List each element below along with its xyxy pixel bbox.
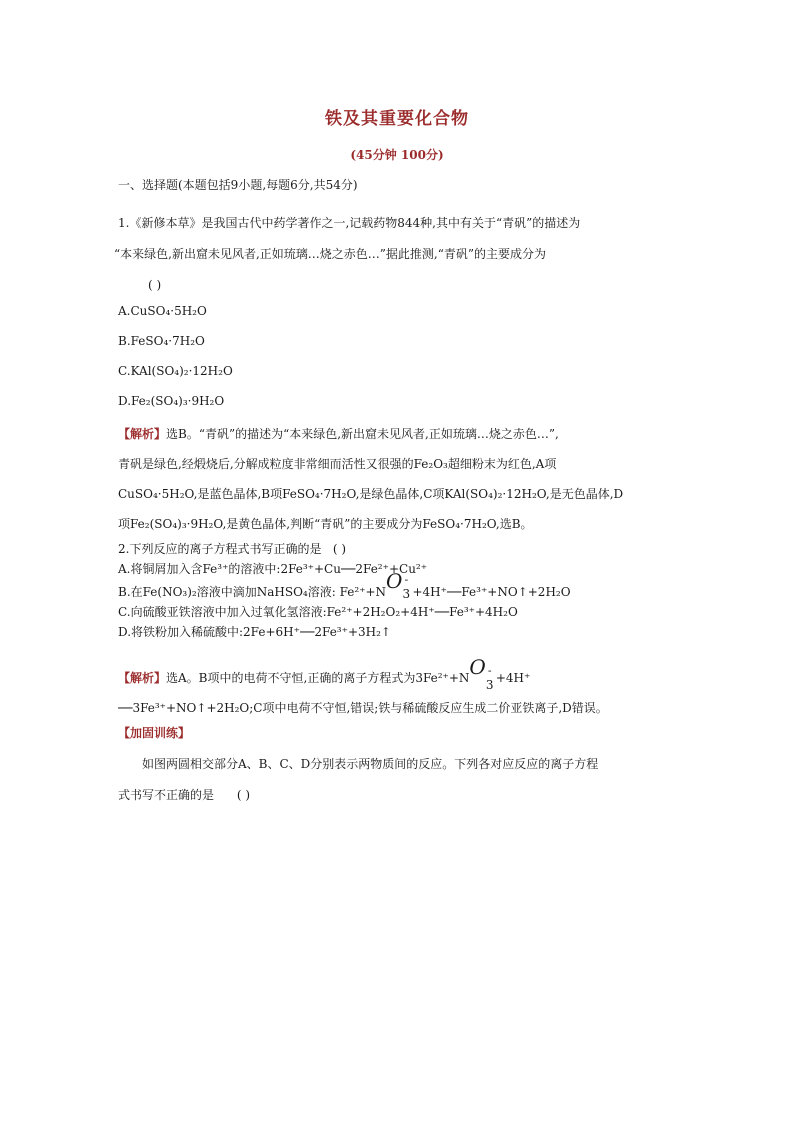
q1-analysis-line2: 青矾是绿色,经煅烧后,分解成粒度非常细而活性又很强的Fe₂O₃超细粉末为红色,A项 <box>118 457 557 471</box>
q2-analysis-subscript: 3 <box>485 678 494 692</box>
question-1 <box>114 208 698 301</box>
q1-stem-line1: 1.《新修本草》是我国古代中药学著作之一,记载药物844种,其中有关于“青矾”的描述为 <box>118 216 581 230</box>
q1-stem-line2: “本来绿色,新出窟未见风者,正如琉璃…烧之赤色…”据此推测,“青矾”的主要成分为 <box>114 247 546 261</box>
q2-option-c: C.向硫酸亚铁溶液中加入过氧化氢溶液:Fe²⁺+2H₂O₂+4H⁺──Fe³⁺+4H₂O <box>118 605 518 619</box>
q2-analysis-pre: 选A。B项中的电荷不守恒,正确的离子方程式为3Fe²⁺+N <box>166 671 470 685</box>
section-heading: 一、选择题(本题包括9小题,每题6分,共54分) <box>118 178 358 192</box>
q2-analysis-o: O <box>469 655 486 679</box>
document-content <box>114 175 698 811</box>
q2-option-b-charge: - <box>404 573 409 586</box>
reinforce-line2: 式书写不正确的是 <box>118 788 215 802</box>
reinforce-line1: 如图两圆相交部分A、B、C、D分别表示两物质间的反应。下列各对应反应的离子方程 <box>142 757 599 771</box>
q1-analysis-line1: 选B。“青矾”的描述为“本来绿色,新出窟未见风者,正如琉璃…烧之赤色…”, <box>166 427 559 441</box>
question-2-stem <box>118 539 698 559</box>
reinforce-tag: 【加固训练】 <box>118 726 191 740</box>
q2-option-a: A.将铜屑加入含Fe³⁺的溶液中:2Fe³⁺+Cu──2Fe²⁺+Cu²⁺ <box>118 562 428 576</box>
page-title: 铁及其重要化合物 <box>325 109 469 129</box>
q2-option-b-pre: B.在Fe(NO₃)₂溶液中滴加NaHSO₄溶液: Fe²⁺+N <box>118 585 387 599</box>
page-subtitle: (45分钟 100分) <box>350 148 444 162</box>
q2-analysis <box>118 655 698 723</box>
q2-option-b-post: +4H⁺──Fe³⁺+NO↑+2H₂O <box>412 585 571 599</box>
q2-option-d: D.将铁粉加入稀硫酸中:2Fe+6H⁺──2Fe³⁺+3H₂↑ <box>118 625 391 639</box>
reinforce-question <box>118 749 698 811</box>
q2-option-b-subscript: 3 <box>402 587 411 601</box>
q1-analysis-line3: CuSO₄·5H₂O,是蓝色晶体,B项FeSO₄·7H₂O,是绿色晶体,C项KAl(SO₄)₂·12H₂O,是无色晶体,D <box>118 487 624 501</box>
q1-analysis-line4: 项Fe₂(SO₄)₃·9H₂O,是黄色晶体,判断“青矾”的主要成分为FeSO₄·7H₂O,选B。 <box>118 517 533 531</box>
reinforce-answer-blank: ( ) <box>236 788 251 802</box>
q1-answer-blank: ( ) <box>148 278 162 292</box>
analysis-tag: 【解析】 <box>118 671 167 685</box>
q2-analysis-post: +4H⁺ <box>495 671 531 685</box>
analysis-tag: 【解析】 <box>118 427 167 441</box>
q2-stem-text: 2.下列反应的离子方程式书写正确的是 <box>118 542 322 556</box>
q2-option-b-o: O <box>386 569 403 593</box>
q1-option-c: C.KAl(SO₄)₂·12H₂O <box>118 364 233 378</box>
q2-answer-blank: ( ) <box>332 542 347 556</box>
q1-analysis <box>118 419 698 539</box>
q2-analysis-line2: ──3Fe³⁺+NO↑+2H₂O;C项中电荷不守恒,错误;铁与稀硫酸反应生成二价亚铁离子,D错误。 <box>118 701 608 715</box>
q2-analysis-charge: - <box>487 664 492 677</box>
q1-option-a: A.CuSO₄·5H₂O <box>118 304 207 318</box>
reinforce-line2-wrap <box>118 780 698 811</box>
q1-option-b: B.FeSO₄·7H₂O <box>118 334 205 348</box>
q1-option-d: D.Fe₂(SO₄)₃·9H₂O <box>118 394 225 408</box>
